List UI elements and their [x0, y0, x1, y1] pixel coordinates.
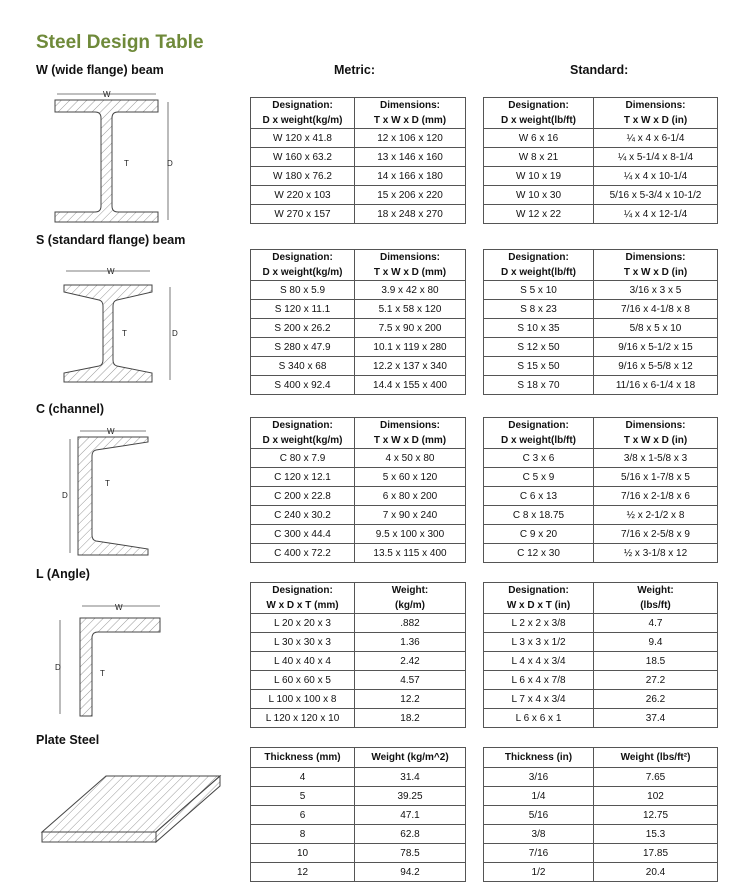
- table-cell: C 300 x 44.4: [251, 525, 355, 544]
- table-cell: S 12 x 50: [484, 338, 594, 357]
- table-row: [484, 376, 718, 395]
- table-cell: 9/16 x 5-5/8 x 12: [594, 357, 718, 376]
- plate-standard-table: [483, 747, 718, 882]
- table-cell: S 80 x 5.9: [251, 281, 355, 300]
- s-beam-standard-table: [483, 249, 718, 395]
- s-beam-w-label: W: [107, 267, 115, 276]
- table-row: [484, 129, 718, 148]
- table-row: [484, 709, 718, 728]
- table-row: [484, 167, 718, 186]
- table-cell: 2.42: [355, 652, 466, 671]
- table-row: [251, 863, 466, 882]
- table-cell: ¼ x 4 x 6-1/4: [594, 129, 718, 148]
- table-header-cell: Thickness (in): [484, 748, 594, 768]
- table-cell: L 6 x 6 x 1: [484, 709, 594, 728]
- channel-w-label: W: [107, 427, 115, 436]
- table-row: [484, 148, 718, 167]
- table-cell: 9.5 x 100 x 300: [355, 525, 466, 544]
- table-cell: 7 x 90 x 240: [355, 506, 466, 525]
- table-cell: 15 x 206 x 220: [355, 186, 466, 205]
- table-cell: 17.85: [594, 844, 718, 863]
- table-row: [251, 506, 466, 525]
- table-row: [484, 825, 718, 844]
- table-cell: 5: [251, 787, 355, 806]
- table-cell: C 200 x 22.8: [251, 487, 355, 506]
- table-cell: 15.3: [594, 825, 718, 844]
- table-row: [251, 319, 466, 338]
- table-row: [251, 376, 466, 395]
- table-cell: 7.5 x 90 x 200: [355, 319, 466, 338]
- w-beam-t-label: T: [124, 159, 129, 168]
- table-cell: ½ x 2-1/2 x 8: [594, 506, 718, 525]
- section-label-plate: Plate Steel: [36, 733, 100, 747]
- table-cell: 18.2: [355, 709, 466, 728]
- table-cell: ¼ x 5-1/4 x 8-1/4: [594, 148, 718, 167]
- table-cell: 9.4: [594, 633, 718, 652]
- table-row: [484, 300, 718, 319]
- table-cell: 5/16 x 5-3/4 x 10-1/2: [594, 186, 718, 205]
- w-beam-d-label: D: [167, 159, 173, 168]
- table-row: [484, 787, 718, 806]
- table-row: [484, 768, 718, 787]
- table-row: [251, 186, 466, 205]
- table-row: [484, 652, 718, 671]
- s-beam-shape: [64, 285, 152, 382]
- table-cell: L 2 x 2 x 3/8: [484, 614, 594, 633]
- table-cell: ¼ x 4 x 12-1/4: [594, 205, 718, 224]
- angle-t-label: T: [100, 669, 105, 678]
- channel-shape: [78, 437, 148, 555]
- table-cell: 1.36: [355, 633, 466, 652]
- table-cell: C 120 x 12.1: [251, 468, 355, 487]
- table-row: [484, 487, 718, 506]
- metric-header: Metric:: [334, 63, 375, 77]
- table-row: [484, 319, 718, 338]
- standard-header: Standard:: [570, 63, 629, 77]
- table-cell: 14 x 166 x 180: [355, 167, 466, 186]
- table-cell: C 8 x 18.75: [484, 506, 594, 525]
- table-row: [251, 338, 466, 357]
- table-cell: 3/8 x 1-5/8 x 3: [594, 449, 718, 468]
- table-header-cell: Designation: W x D x T (in): [484, 583, 594, 614]
- table-row: [484, 525, 718, 544]
- table-cell: 12.75: [594, 806, 718, 825]
- table-cell: 12.2 x 137 x 340: [355, 357, 466, 376]
- table-cell: 12: [251, 863, 355, 882]
- table-cell: 11/16 x 6-1/4 x 18: [594, 376, 718, 395]
- table-cell: 12.2: [355, 690, 466, 709]
- table-row: [251, 709, 466, 728]
- table-cell: 14.4 x 155 x 400: [355, 376, 466, 395]
- table-row: [484, 281, 718, 300]
- plate-metric-table: [250, 747, 466, 882]
- table-header-cell: Weight: (lbs/ft): [594, 583, 718, 614]
- table-cell: 1/4: [484, 787, 594, 806]
- angle-standard-table: [483, 582, 718, 728]
- table-cell: S 280 x 47.9: [251, 338, 355, 357]
- table-cell: 62.8: [355, 825, 466, 844]
- table-cell: 39.25: [355, 787, 466, 806]
- section-label-channel: C (channel): [36, 402, 105, 416]
- table-header-cell: Dimensions: T x W x D (mm): [355, 250, 466, 281]
- table-header-cell: Weight (lbs/ft²): [594, 748, 718, 768]
- table-row: [251, 690, 466, 709]
- table-row: [251, 806, 466, 825]
- table-cell: L 7 x 4 x 3/4: [484, 690, 594, 709]
- table-row: [251, 148, 466, 167]
- table-header-cell: Thickness (mm): [251, 748, 355, 768]
- table-cell: 13.5 x 115 x 400: [355, 544, 466, 563]
- table-cell: L 3 x 3 x 1/2: [484, 633, 594, 652]
- table-cell: C 240 x 30.2: [251, 506, 355, 525]
- table-cell: 7.65: [594, 768, 718, 787]
- table-cell: W 10 x 30: [484, 186, 594, 205]
- table-row: [251, 544, 466, 563]
- table-cell: 4.57: [355, 671, 466, 690]
- table-row: [251, 825, 466, 844]
- s-beam-t-label: T: [122, 329, 127, 338]
- table-cell: S 15 x 50: [484, 357, 594, 376]
- table-row: [251, 468, 466, 487]
- angle-shape: [80, 618, 160, 716]
- table-cell: C 12 x 30: [484, 544, 594, 563]
- table-cell: W 180 x 76.2: [251, 167, 355, 186]
- table-cell: 10: [251, 844, 355, 863]
- table-cell: 7/16 x 2-1/8 x 6: [594, 487, 718, 506]
- table-row: [484, 614, 718, 633]
- table-cell: 7/16: [484, 844, 594, 863]
- table-cell: W 10 x 19: [484, 167, 594, 186]
- table-cell: 26.2: [594, 690, 718, 709]
- table-cell: L 30 x 30 x 3: [251, 633, 355, 652]
- table-header-cell: Designation: D x weight(lb/ft): [484, 250, 594, 281]
- table-cell: L 20 x 20 x 3: [251, 614, 355, 633]
- table-cell: W 220 x 103: [251, 186, 355, 205]
- table-header-cell: Designation: D x weight(kg/m): [251, 418, 355, 449]
- table-header-cell: Weight (kg/m^2): [355, 748, 466, 768]
- table-cell: W 12 x 22: [484, 205, 594, 224]
- table-header-cell: Dimensions: T x W x D (mm): [355, 98, 466, 129]
- table-cell: 18.5: [594, 652, 718, 671]
- table-cell: 4 x 50 x 80: [355, 449, 466, 468]
- table-row: [484, 338, 718, 357]
- table-cell: 47.1: [355, 806, 466, 825]
- w-beam-metric-table: [250, 97, 466, 224]
- table-cell: C 80 x 7.9: [251, 449, 355, 468]
- table-cell: L 40 x 40 x 4: [251, 652, 355, 671]
- table-row: [251, 614, 466, 633]
- table-cell: 3.9 x 42 x 80: [355, 281, 466, 300]
- table-cell: L 4 x 4 x 3/4: [484, 652, 594, 671]
- table-cell: S 5 x 10: [484, 281, 594, 300]
- table-row: [251, 300, 466, 319]
- table-header-cell: Dimensions: T x W x D (in): [594, 250, 718, 281]
- table-row: [251, 357, 466, 376]
- table-row: [484, 671, 718, 690]
- table-header-cell: Dimensions: T x W x D (in): [594, 98, 718, 129]
- table-cell: C 5 x 9: [484, 468, 594, 487]
- table-cell: 18 x 248 x 270: [355, 205, 466, 224]
- table-row: [251, 844, 466, 863]
- table-cell: 78.5: [355, 844, 466, 863]
- table-cell: 27.2: [594, 671, 718, 690]
- table-row: [484, 863, 718, 882]
- table-row: [484, 690, 718, 709]
- table-cell: 31.4: [355, 768, 466, 787]
- table-row: [251, 167, 466, 186]
- table-row: [251, 281, 466, 300]
- table-cell: C 9 x 20: [484, 525, 594, 544]
- table-cell: 6: [251, 806, 355, 825]
- page-title: Steel Design Table: [36, 32, 204, 53]
- table-cell: ½ x 3-1/8 x 12: [594, 544, 718, 563]
- table-cell: S 120 x 11.1: [251, 300, 355, 319]
- table-cell: S 340 x 68: [251, 357, 355, 376]
- table-cell: 37.4: [594, 709, 718, 728]
- w-beam-standard-table: [483, 97, 718, 224]
- table-row: [484, 506, 718, 525]
- table-header-cell: Dimensions: T x W x D (in): [594, 418, 718, 449]
- table-cell: 7/16 x 2-5/8 x 9: [594, 525, 718, 544]
- table-row: [251, 633, 466, 652]
- table-cell: S 200 x 26.2: [251, 319, 355, 338]
- table-cell: 4: [251, 768, 355, 787]
- table-cell: 10.1 x 119 x 280: [355, 338, 466, 357]
- table-header-cell: Designation: D x weight(lb/ft): [484, 418, 594, 449]
- table-row: [484, 633, 718, 652]
- table-cell: S 18 x 70: [484, 376, 594, 395]
- table-cell: 3/16 x 3 x 5: [594, 281, 718, 300]
- table-row: [484, 844, 718, 863]
- w-beam-w-label: W: [103, 90, 111, 99]
- table-header-cell: Designation: D x weight(kg/m): [251, 250, 355, 281]
- table-cell: 20.4: [594, 863, 718, 882]
- table-cell: C 6 x 13: [484, 487, 594, 506]
- table-row: [484, 205, 718, 224]
- table-cell: W 6 x 16: [484, 129, 594, 148]
- table-cell: S 8 x 23: [484, 300, 594, 319]
- table-row: [251, 768, 466, 787]
- angle-metric-table: [250, 582, 466, 728]
- s-beam-d-label: D: [172, 329, 178, 338]
- table-cell: .882: [355, 614, 466, 633]
- table-row: [251, 449, 466, 468]
- angle-d-label: D: [55, 663, 61, 672]
- table-row: [484, 186, 718, 205]
- table-cell: 1/2: [484, 863, 594, 882]
- table-row: [251, 129, 466, 148]
- table-header-cell: Dimensions: T x W x D (mm): [355, 418, 466, 449]
- table-cell: 7/16 x 4-1/8 x 8: [594, 300, 718, 319]
- table-cell: 5/8 x 5 x 10: [594, 319, 718, 338]
- table-cell: C 3 x 6: [484, 449, 594, 468]
- table-cell: 12 x 106 x 120: [355, 129, 466, 148]
- table-cell: ¼ x 4 x 10-1/4: [594, 167, 718, 186]
- table-cell: 94.2: [355, 863, 466, 882]
- table-row: [251, 525, 466, 544]
- table-cell: W 270 x 157: [251, 205, 355, 224]
- table-cell: 6 x 80 x 200: [355, 487, 466, 506]
- table-header-cell: Designation: D x weight(kg/m): [251, 98, 355, 129]
- section-label-s-beam: S (standard flange) beam: [36, 233, 186, 247]
- table-cell: 3/8: [484, 825, 594, 844]
- table-cell: L 60 x 60 x 5: [251, 671, 355, 690]
- channel-metric-table: [250, 417, 466, 563]
- table-header-cell: Designation: W x D x T (mm): [251, 583, 355, 614]
- table-row: [484, 806, 718, 825]
- table-cell: 5/16 x 1-7/8 x 5: [594, 468, 718, 487]
- table-row: [251, 787, 466, 806]
- table-cell: C 400 x 72.2: [251, 544, 355, 563]
- table-row: [251, 671, 466, 690]
- section-label-w-beam: W (wide flange) beam: [36, 63, 164, 77]
- table-cell: 5 x 60 x 120: [355, 468, 466, 487]
- table-cell: 9/16 x 5-1/2 x 15: [594, 338, 718, 357]
- table-cell: 13 x 146 x 160: [355, 148, 466, 167]
- table-cell: 5.1 x 58 x 120: [355, 300, 466, 319]
- table-row: [251, 652, 466, 671]
- table-row: [251, 205, 466, 224]
- table-header-cell: Weight: (kg/m): [355, 583, 466, 614]
- s-beam-metric-table: [250, 249, 466, 395]
- table-row: [251, 487, 466, 506]
- angle-w-label: W: [115, 603, 123, 612]
- table-header-cell: Designation: D x weight(lb/ft): [484, 98, 594, 129]
- table-cell: L 6 x 4 x 7/8: [484, 671, 594, 690]
- table-cell: S 400 x 92.4: [251, 376, 355, 395]
- table-row: [484, 468, 718, 487]
- table-cell: L 120 x 120 x 10: [251, 709, 355, 728]
- w-beam-shape: [55, 100, 158, 222]
- table-cell: W 8 x 21: [484, 148, 594, 167]
- channel-t-label: T: [105, 479, 110, 488]
- table-cell: S 10 x 35: [484, 319, 594, 338]
- table-cell: 8: [251, 825, 355, 844]
- table-cell: W 160 x 63.2: [251, 148, 355, 167]
- table-cell: 5/16: [484, 806, 594, 825]
- table-row: [484, 357, 718, 376]
- table-row: [484, 544, 718, 563]
- table-cell: L 100 x 100 x 8: [251, 690, 355, 709]
- channel-d-label: D: [62, 491, 68, 500]
- channel-standard-table: [483, 417, 718, 563]
- table-cell: W 120 x 41.8: [251, 129, 355, 148]
- table-cell: 102: [594, 787, 718, 806]
- section-label-angle: L (Angle): [36, 567, 90, 581]
- table-row: [484, 449, 718, 468]
- table-cell: 3/16: [484, 768, 594, 787]
- table-cell: 4.7: [594, 614, 718, 633]
